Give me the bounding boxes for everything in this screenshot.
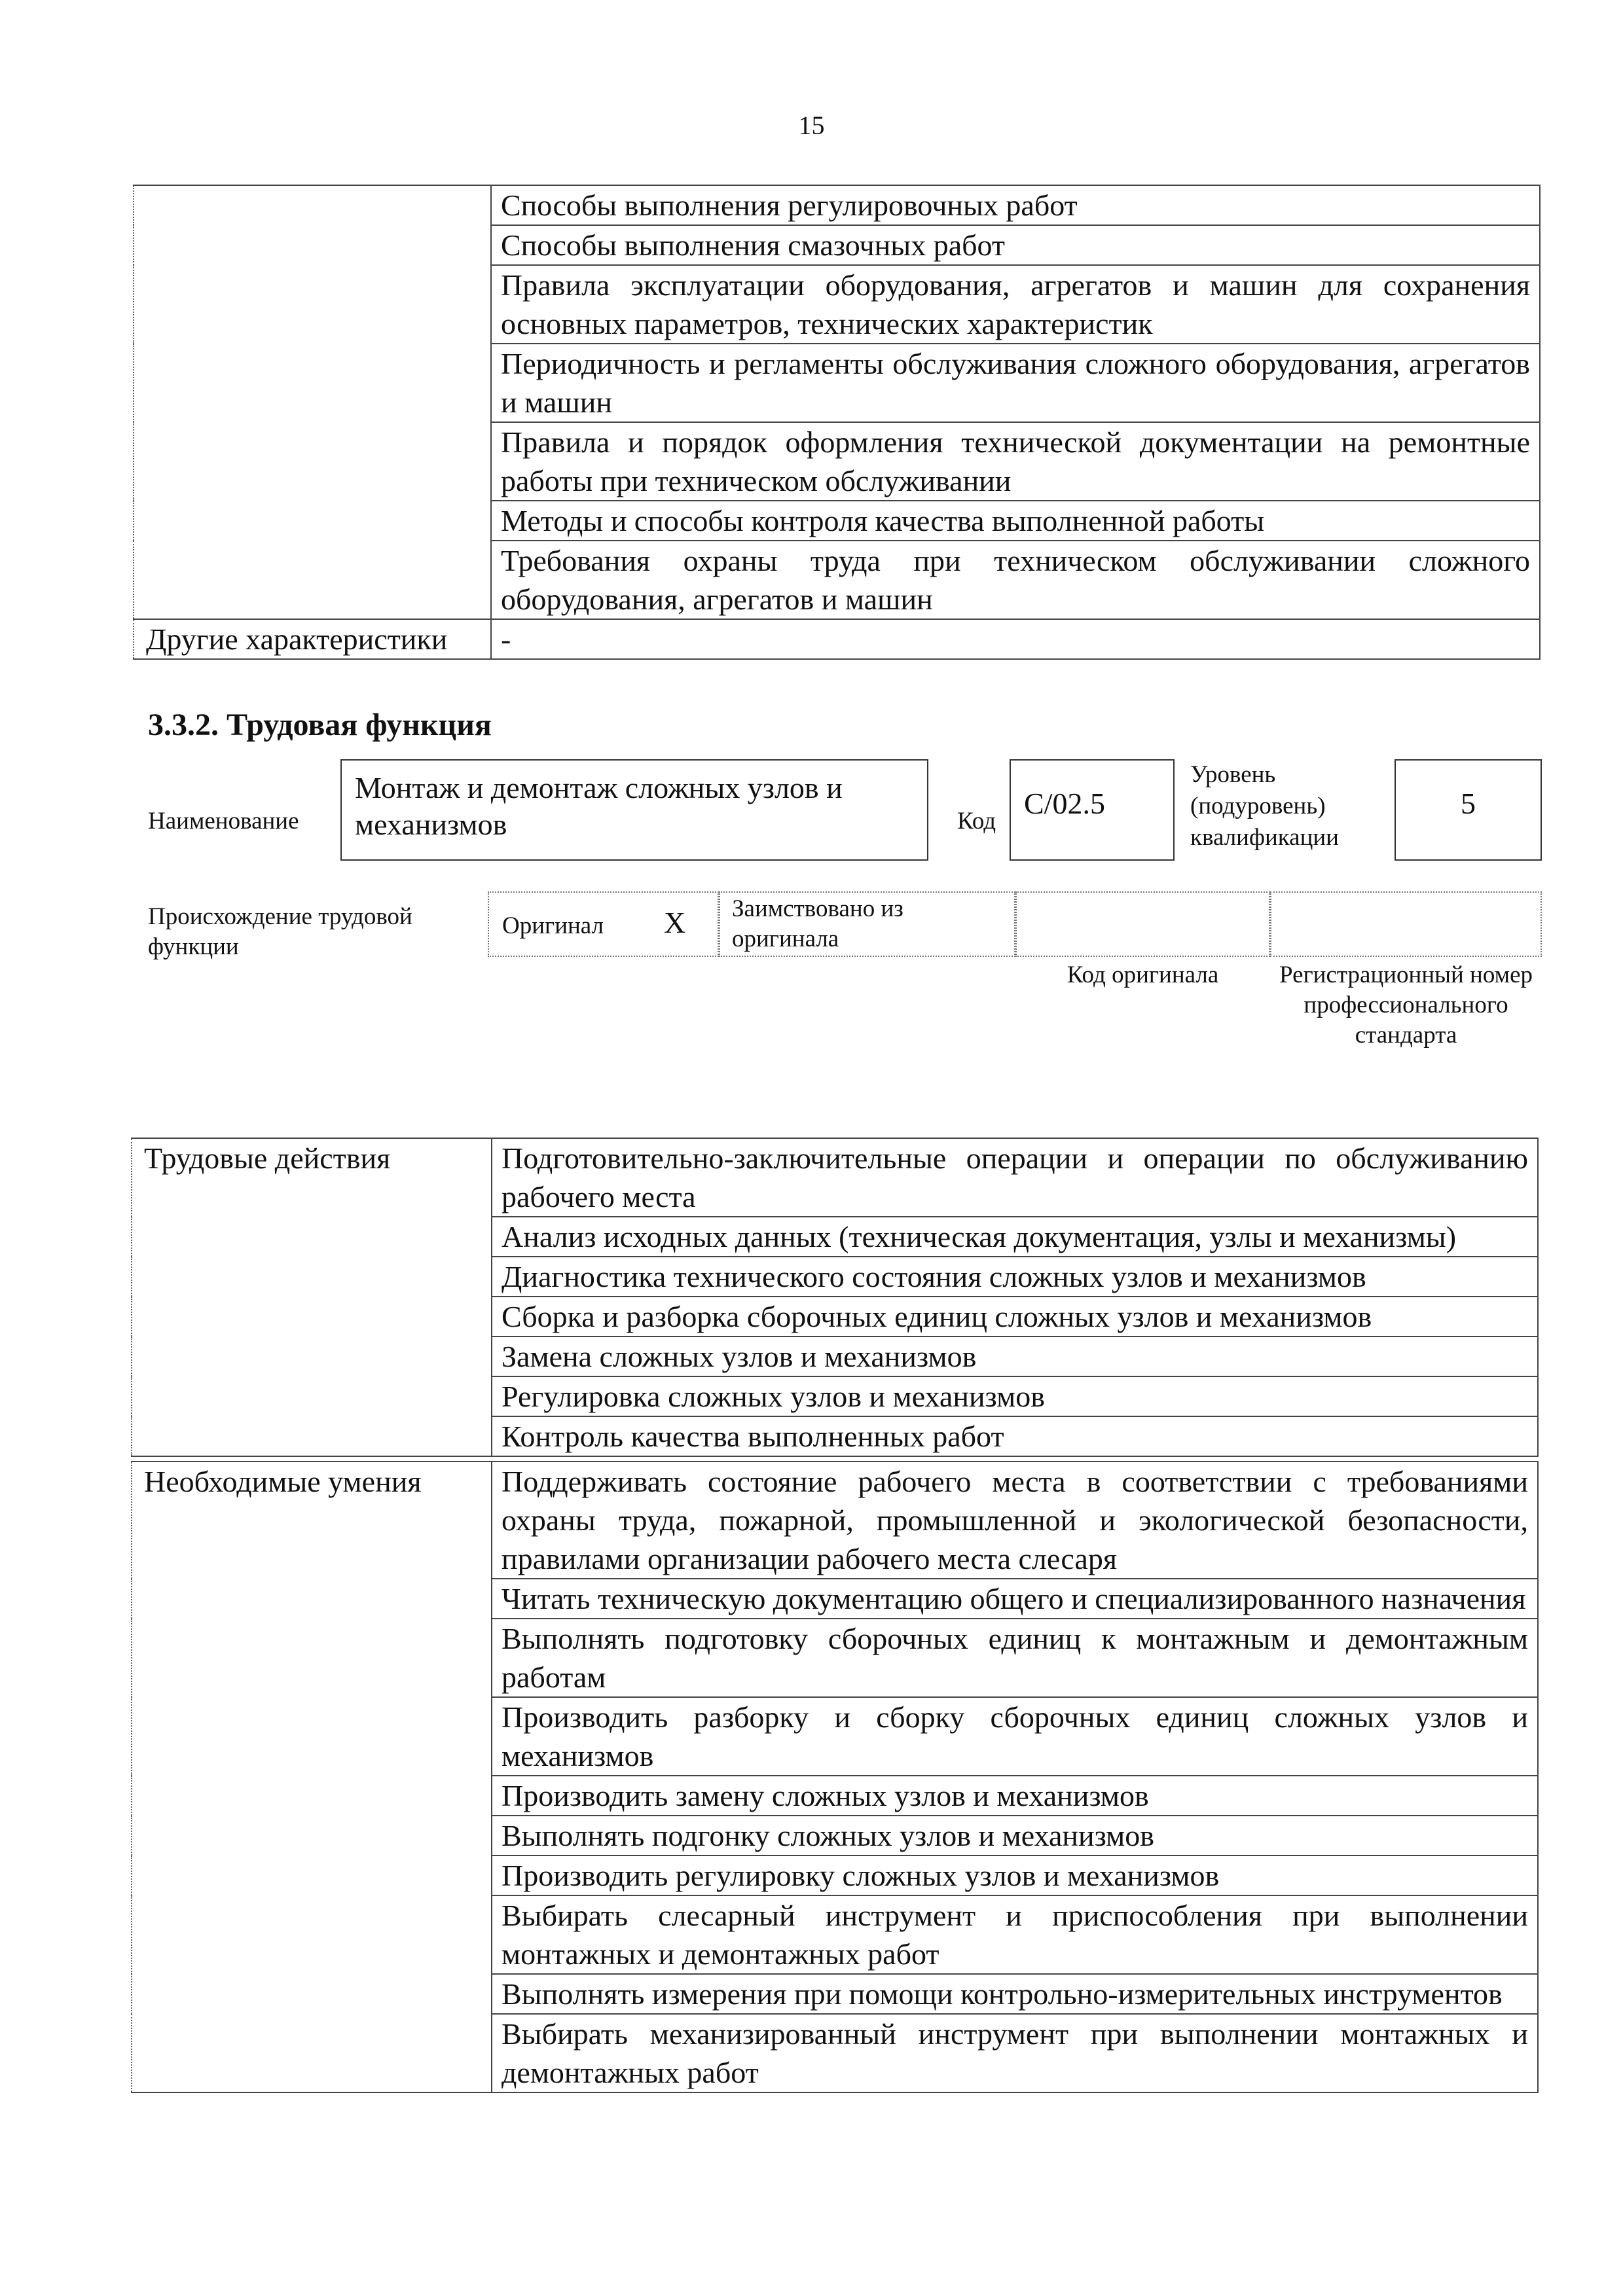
knowledge-item: Периодичность и регламенты обслуживания сложного оборудования, агрегатов и машин <box>491 344 1540 422</box>
code-label: Код <box>957 808 996 834</box>
skill-item: Выполнять подготовку сборочных единиц к монтажным и демонтажным работам <box>492 1619 1538 1697</box>
labor-actions-label: Трудовые действия <box>132 1138 492 1456</box>
origin-row <box>488 891 1542 957</box>
other-characteristics-label: Другие характеристики <box>134 619 491 659</box>
knowledge-item: Требования охраны труда при техническом обслуживании сложного оборудования, агрегатов и машин <box>491 541 1540 619</box>
labor-actions-table <box>131 1138 1539 1457</box>
reg-number-cell <box>1270 891 1542 957</box>
skills-label: Необходимые умения <box>132 1462 492 2092</box>
skill-item: Выполнять измерения при помощи контрольно-измерительных инструментов <box>492 1974 1538 2014</box>
section-title: 3.3.2. Трудовая функция <box>148 708 492 742</box>
origin-label: Происхождение трудовой функции <box>148 903 412 960</box>
knowledge-table <box>133 185 1541 660</box>
original-code-cell <box>1015 891 1270 957</box>
skill-item: Читать техническую документацию общего и специализированного назначения <box>492 1579 1538 1619</box>
labor-action-item: Регулировка сложных узлов и механизмов <box>492 1376 1538 1416</box>
other-characteristics-value: - <box>491 619 1540 659</box>
labor-action-item: Сборка и разборка сборочных единиц сложных узлов и механизмов <box>492 1297 1538 1336</box>
skill-item: Производить замену сложных узлов и механизмов <box>492 1776 1538 1816</box>
knowledge-item: Способы выполнения регулировочных работ <box>491 185 1540 225</box>
skill-item: Выбирать слесарный инструмент и приспособления при выполнении монтажных и демонтажных работ <box>492 1895 1538 1974</box>
knowledge-label-cell <box>134 185 491 619</box>
borrowed-label: Заимствовано из оригинала <box>732 895 903 952</box>
name-label: Наименование <box>148 808 299 834</box>
labor-action-item: Анализ исходных данных (техническая документация, узлы и механизмы) <box>492 1217 1538 1257</box>
table-row <box>134 185 1540 225</box>
reg-number-caption: Регистрационный номер профессионального стандарта <box>1279 961 1533 1049</box>
skill-item: Выполнять подгонку сложных узлов и механизмов <box>492 1816 1538 1856</box>
labor-action-item: Контроль качества выполненных работ <box>492 1416 1538 1456</box>
labor-action-item: Подготовительно-заключительные операции и операции по обслуживанию рабочего места <box>492 1138 1538 1217</box>
knowledge-item: Способы выполнения смазочных работ <box>491 225 1540 265</box>
skill-item: Производить разборку и сборку сборочных единиц сложных узлов и механизмов <box>492 1697 1538 1776</box>
qualification-level-box: 5 <box>1395 759 1542 861</box>
skill-item: Поддерживать состояние рабочего места в соответствии с требованиями охраны труда, пожарной, промышленной и экологической безопасности, правилами организации рабочего места слесаря <box>492 1462 1538 1579</box>
original-label: Оригинал <box>502 912 604 939</box>
borrowed-cell <box>719 891 1015 957</box>
skill-item: Производить регулировку сложных узлов и механизмов <box>492 1856 1538 1895</box>
skill-item: Выбирать механизированный инструмент при выполнении монтажных и демонтажных работ <box>492 2014 1538 2092</box>
labor-action-item: Диагностика технического состояния сложных узлов и механизмов <box>492 1257 1538 1297</box>
knowledge-item: Правила и порядок оформления технической документации на ремонтные работы при техническом обслуживании <box>491 422 1540 501</box>
page-number: 15 <box>798 111 825 140</box>
level-label: Уровень (подуровень) квалификации <box>1190 761 1339 851</box>
knowledge-item: Методы и способы контроля качества выполненной работы <box>491 501 1540 541</box>
function-code-box: C/02.5 <box>1010 759 1175 861</box>
table-row <box>134 619 1540 659</box>
labor-action-item: Замена сложных узлов и механизмов <box>492 1336 1538 1376</box>
original-mark: X <box>664 906 686 939</box>
table-row <box>132 1138 1538 1217</box>
skills-table <box>131 1461 1539 2093</box>
table-row <box>132 1462 1538 1579</box>
original-cell <box>488 891 719 957</box>
function-name-box: Монтаж и демонтаж сложных узлов и механизмов <box>340 759 928 861</box>
code-original-caption: Код оригинала <box>1067 961 1219 988</box>
knowledge-item: Правила эксплуатации оборудования, агрегатов и машин для сохранения основных параметров, технических характеристик <box>491 265 1540 344</box>
